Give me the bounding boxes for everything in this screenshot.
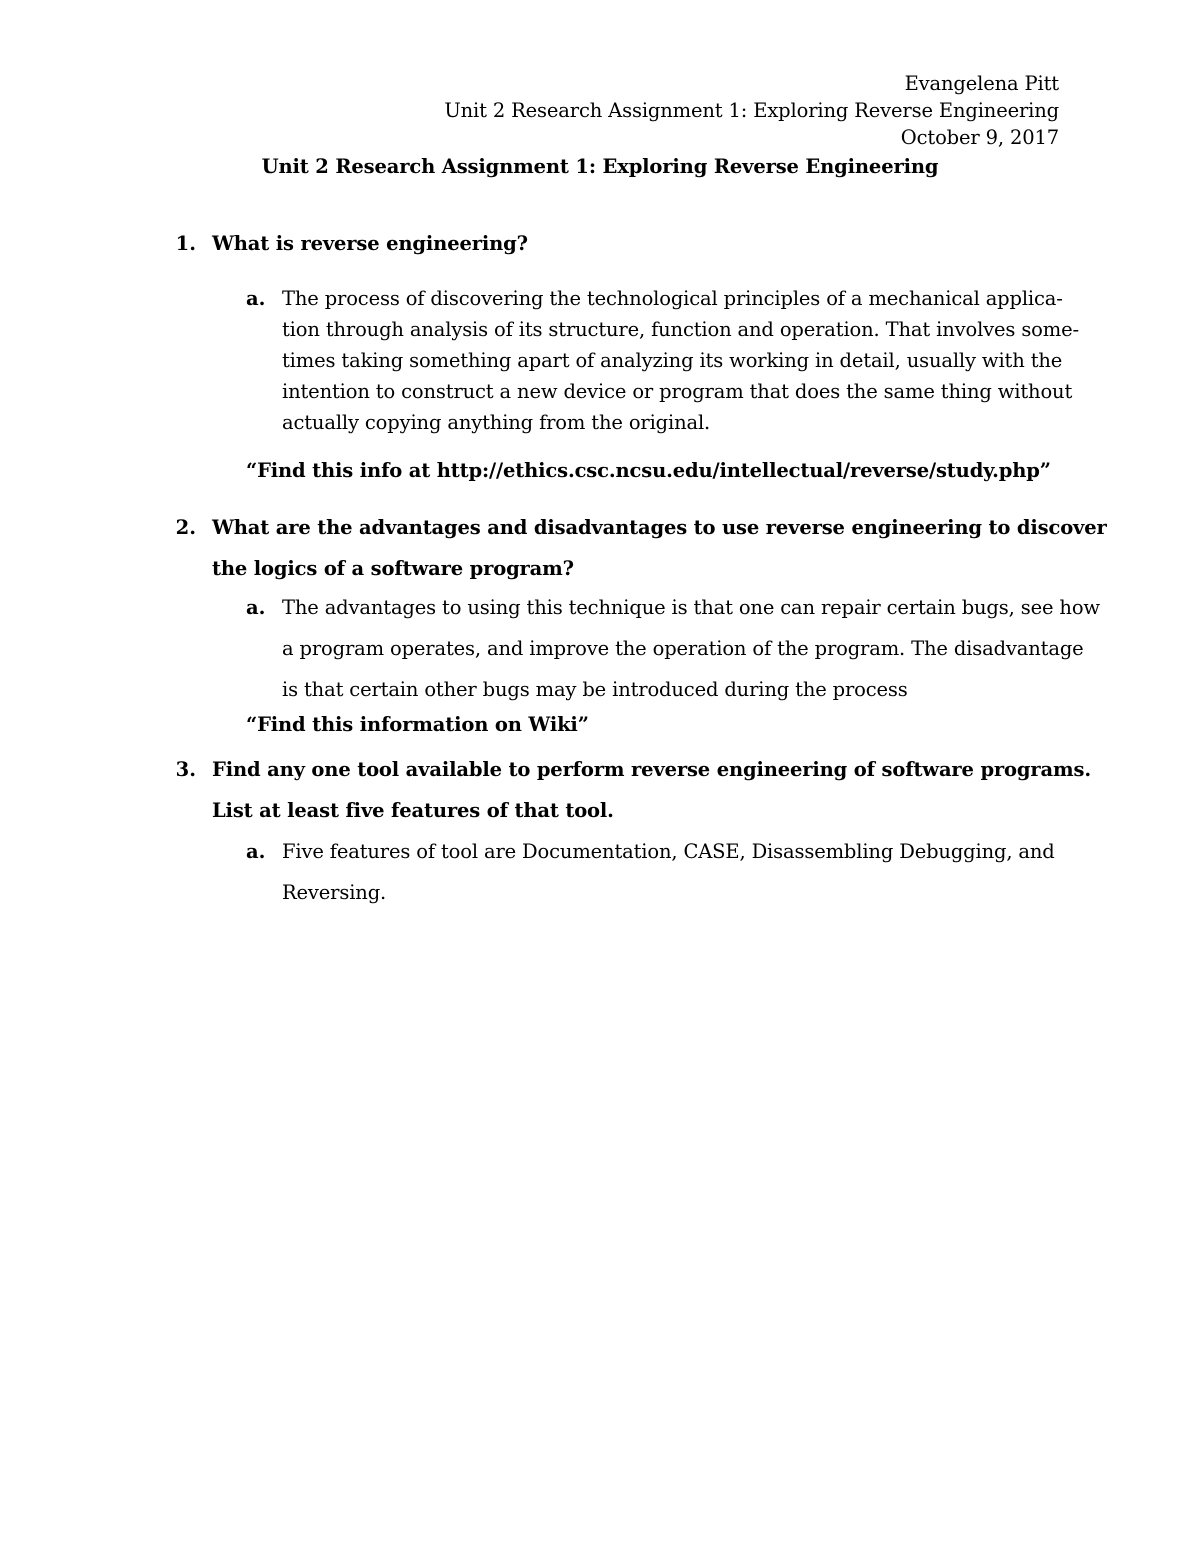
question-line: the logics of a software program?: [212, 557, 574, 580]
answer-text: [282, 831, 1072, 913]
document-date: October 9, 2017: [900, 126, 1059, 149]
source-citation: “Find this information on Wiki”: [246, 713, 589, 736]
answer-line: The process of discovering the technological principles of a mechanical applica-: [282, 287, 1063, 310]
answer-text: [282, 283, 1079, 438]
question-text: [212, 230, 1072, 257]
source-citation: “Find this info at http://ethics.csc.ncsu.edu/intellectual/reverse/study.php”: [246, 459, 1051, 482]
author-name: Evangelena Pitt: [904, 72, 1059, 95]
question-line: List at least five features of that tool.: [212, 799, 614, 822]
question-number: 1.: [175, 232, 196, 255]
course-line: Unit 2 Research Assignment 1: Exploring Reverse Engineering: [444, 99, 1059, 122]
question-text: [212, 749, 1091, 831]
question-number: 3.: [175, 758, 196, 781]
answer-line: Five features of tool are Documentation, CASE, Disassembling Debugging, and: [282, 840, 1055, 863]
answer-line: times taking something apart of analyzing its working in detail, usually with the: [282, 349, 1063, 372]
document-header: [444, 70, 1059, 151]
answer-letter: a.: [246, 596, 266, 619]
answer-line: intention to construct a new device or program that does the same thing without: [282, 380, 1073, 403]
question-line: Find any one tool available to perform reverse engineering of software programs.: [212, 758, 1091, 781]
answer-line: The advantages to using this technique is that one can repair certain bugs, see how: [282, 596, 1100, 619]
question-line: What are the advantages and disadvantages to use reverse engineering to discover: [212, 516, 1107, 539]
answer-line: Reversing.: [282, 881, 387, 904]
answer-text: [282, 587, 1100, 710]
answer-letter: a.: [246, 840, 266, 863]
answer-line: a program operates, and improve the operation of the program. The disadvantage: [282, 637, 1084, 660]
answer-line: actually copying anything from the original.: [282, 411, 711, 434]
question-number: 2.: [175, 516, 196, 539]
answer-letter: a.: [246, 287, 266, 310]
question-text: [212, 507, 1107, 589]
page-title: Unit 2 Research Assignment 1: Exploring Reverse Engineering: [261, 155, 939, 178]
answer-line: tion through analysis of its structure, function and operation. That involves some-: [282, 318, 1079, 341]
answer-line: is that certain other bugs may be introduced during the process: [282, 678, 908, 701]
question-line: What is reverse engineering?: [212, 232, 528, 255]
